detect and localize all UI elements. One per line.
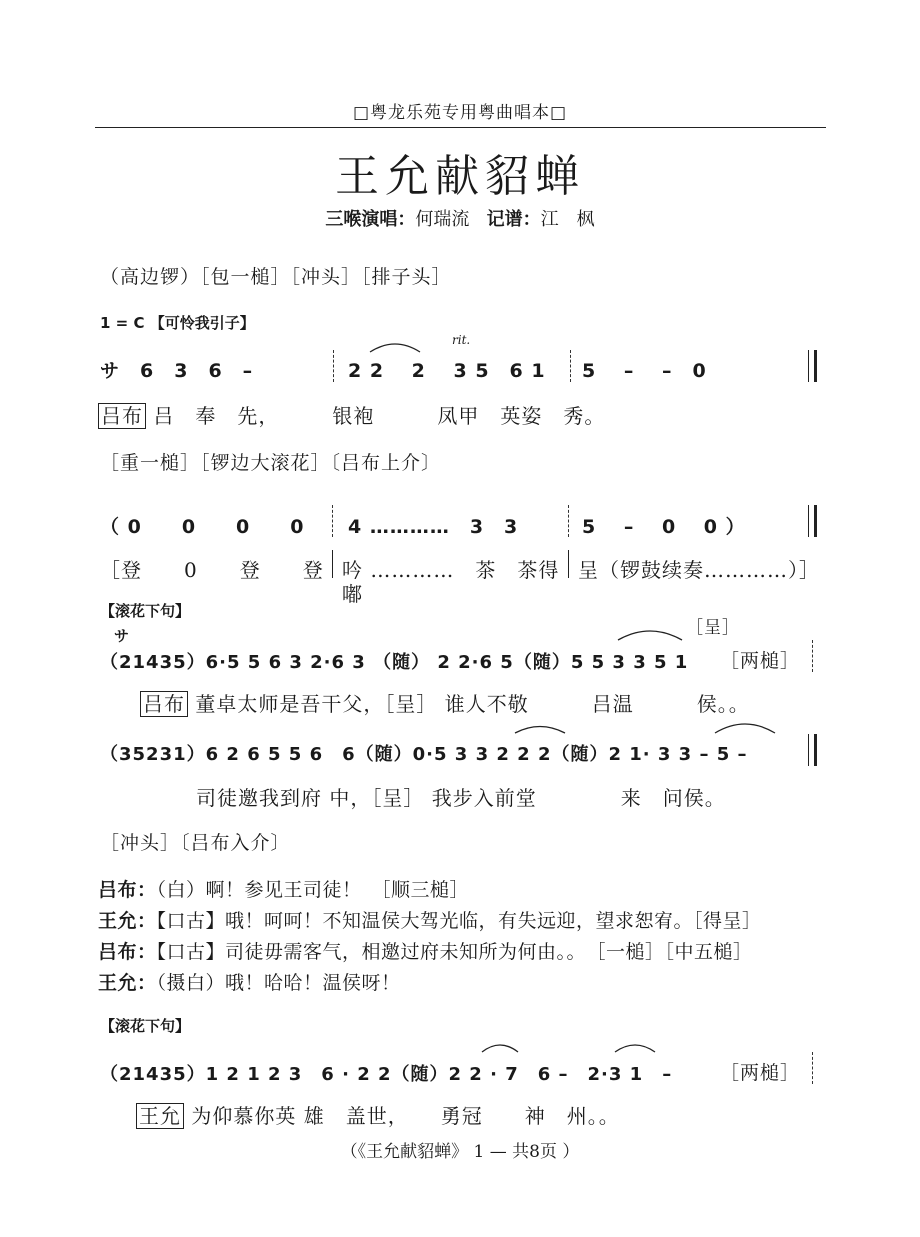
two-beat-mark: ［两槌］ (720, 650, 801, 672)
page-header: □粤龙乐苑专用粤曲唱本□ (352, 103, 568, 123)
lyric-line-3a (140, 688, 750, 717)
header-rule (95, 127, 826, 128)
percussion-line-b: 吟 ………… 茶 茶得 (342, 558, 560, 582)
gong-line-1: （高边锣）［包一槌］［冲头］［排子头］ (100, 266, 452, 288)
lyric-text: 吕 奉 先， 银袍 凤甲 英姿 秀。 (153, 404, 606, 428)
dialog-line (98, 906, 762, 933)
notes-line-2c: 5 – 0 0 ） (582, 516, 746, 538)
tune-name: 【可怜我引子】 (149, 314, 255, 332)
percussion-line-c: 呈（锣鼓续奏…………）］ (578, 558, 820, 582)
cheng-mark: ［呈］ (686, 618, 740, 638)
rit-marking: rit. (452, 333, 471, 347)
bar-line (568, 505, 569, 537)
page-footer: （《王允献貂蝉》 1 — 共8页 ） (340, 1142, 580, 1162)
dialog-text: 【口古】哦！呵呵！不知温侯大驾光临，有失远迎，望求恕宥。［得呈］ (156, 910, 762, 932)
slur-arc (482, 1045, 518, 1052)
dialog-line (98, 875, 469, 902)
speaker: 王允： (98, 972, 157, 994)
notation-name: 江 枫 (540, 209, 595, 230)
dialog-text: 【口古】司徒毋需客气，相邀过府未知所为何由。。 ［一槌］［中五槌］ (156, 941, 753, 963)
tune-label-gunhua-2: 【滚花下句】 (100, 1017, 191, 1035)
bar-line (812, 1052, 813, 1084)
lyric-text: 董卓太师是吾干父，［呈］ 谁人不敬 吕温 侯。。 (195, 692, 750, 716)
two-beat-mark: ［两槌］ (720, 1062, 801, 1084)
bar-line (568, 550, 569, 578)
key: 1 = C (100, 314, 145, 332)
final-bar (808, 505, 809, 537)
dialog-line (98, 968, 401, 995)
bar-line (333, 350, 334, 382)
dialog-text: （摄白）哦！哈哈！温侯呀！ (156, 972, 401, 994)
lyric-text: 为仰慕你英 雄 盖世， 勇冠 神 州。。 (191, 1104, 620, 1128)
notes-line-3b: （35231）6 2 6 5 5 6 6（随）0·5 3 3 2 2 2（随）2 1· 3 3 – 5 – (100, 744, 748, 765)
lyric-line-5 (136, 1100, 620, 1129)
lyric-line-1 (98, 400, 605, 429)
credits (0, 205, 920, 231)
speaker: 吕布： (98, 879, 157, 901)
role-box: 王允 (136, 1103, 184, 1129)
notes-line-5: （21435）1 2 1 2 3 6 · 2 2（随）2 2 · 7 6 – 2·3 1 – (100, 1064, 673, 1085)
bar-line (570, 350, 571, 382)
percussion-line-b2: 嘟 (342, 582, 363, 606)
bar-line (332, 550, 333, 578)
dialog-line (98, 937, 753, 964)
slur-arc (515, 727, 565, 734)
slur-arc (715, 724, 775, 733)
key-signature (100, 312, 255, 333)
notes-line-3a: （21435）6·5 5 6 3 2·6 3 （随） 2 2·6 5（随）5 5 3 3 5 1 (100, 652, 689, 673)
role-box: 吕布 (98, 403, 146, 429)
final-bar (814, 350, 817, 382)
slur-arc (618, 631, 682, 640)
percussion-line-a: ［登 0 登 登 (100, 558, 324, 582)
notes-line-2b: 4 ………… 3 3 (348, 516, 519, 538)
speaker: 吕布： (98, 941, 157, 963)
gong-line-4: ［冲头］〔吕布入介〕 (100, 832, 291, 854)
notes-line-1b: 2 2 2 3 5 6 1 (348, 360, 546, 382)
free-tempo-mark: サ (114, 627, 130, 645)
final-bar (808, 350, 809, 382)
singer-label: 三喉演唱： (325, 209, 416, 230)
singer-name: 何瑞流 (415, 209, 470, 230)
dialog-text: （白）啊！参见王司徒！ ［顺三槌］ (156, 879, 470, 901)
bar-line (332, 505, 333, 537)
notation-label: 记谱： (486, 209, 541, 230)
lyric-line-3b: 司徒邀我到府 中，［呈］ 我步入前堂 来 问侯。 (196, 786, 726, 810)
speaker: 王允： (98, 910, 157, 932)
gong-line-2: ［重一槌］［锣边大滚花］〔吕布上介〕 (100, 452, 442, 474)
page-title: 王允献貂蝉 (335, 151, 585, 202)
notes-line-2a: （ 0 0 0 0 (100, 516, 305, 538)
final-bar (814, 734, 817, 766)
slur-arc (370, 344, 420, 352)
final-bar (814, 505, 817, 537)
bar-line (812, 640, 813, 672)
role-box: 吕布 (140, 691, 188, 717)
final-bar (808, 734, 809, 766)
notes-line-1c: 5 – – 0 (582, 360, 707, 382)
tune-label-gunhua-1: 【滚花下句】 (100, 602, 191, 620)
notes-line-1a: サ 6 3 6 – (100, 360, 254, 382)
slur-arc (615, 1045, 655, 1052)
